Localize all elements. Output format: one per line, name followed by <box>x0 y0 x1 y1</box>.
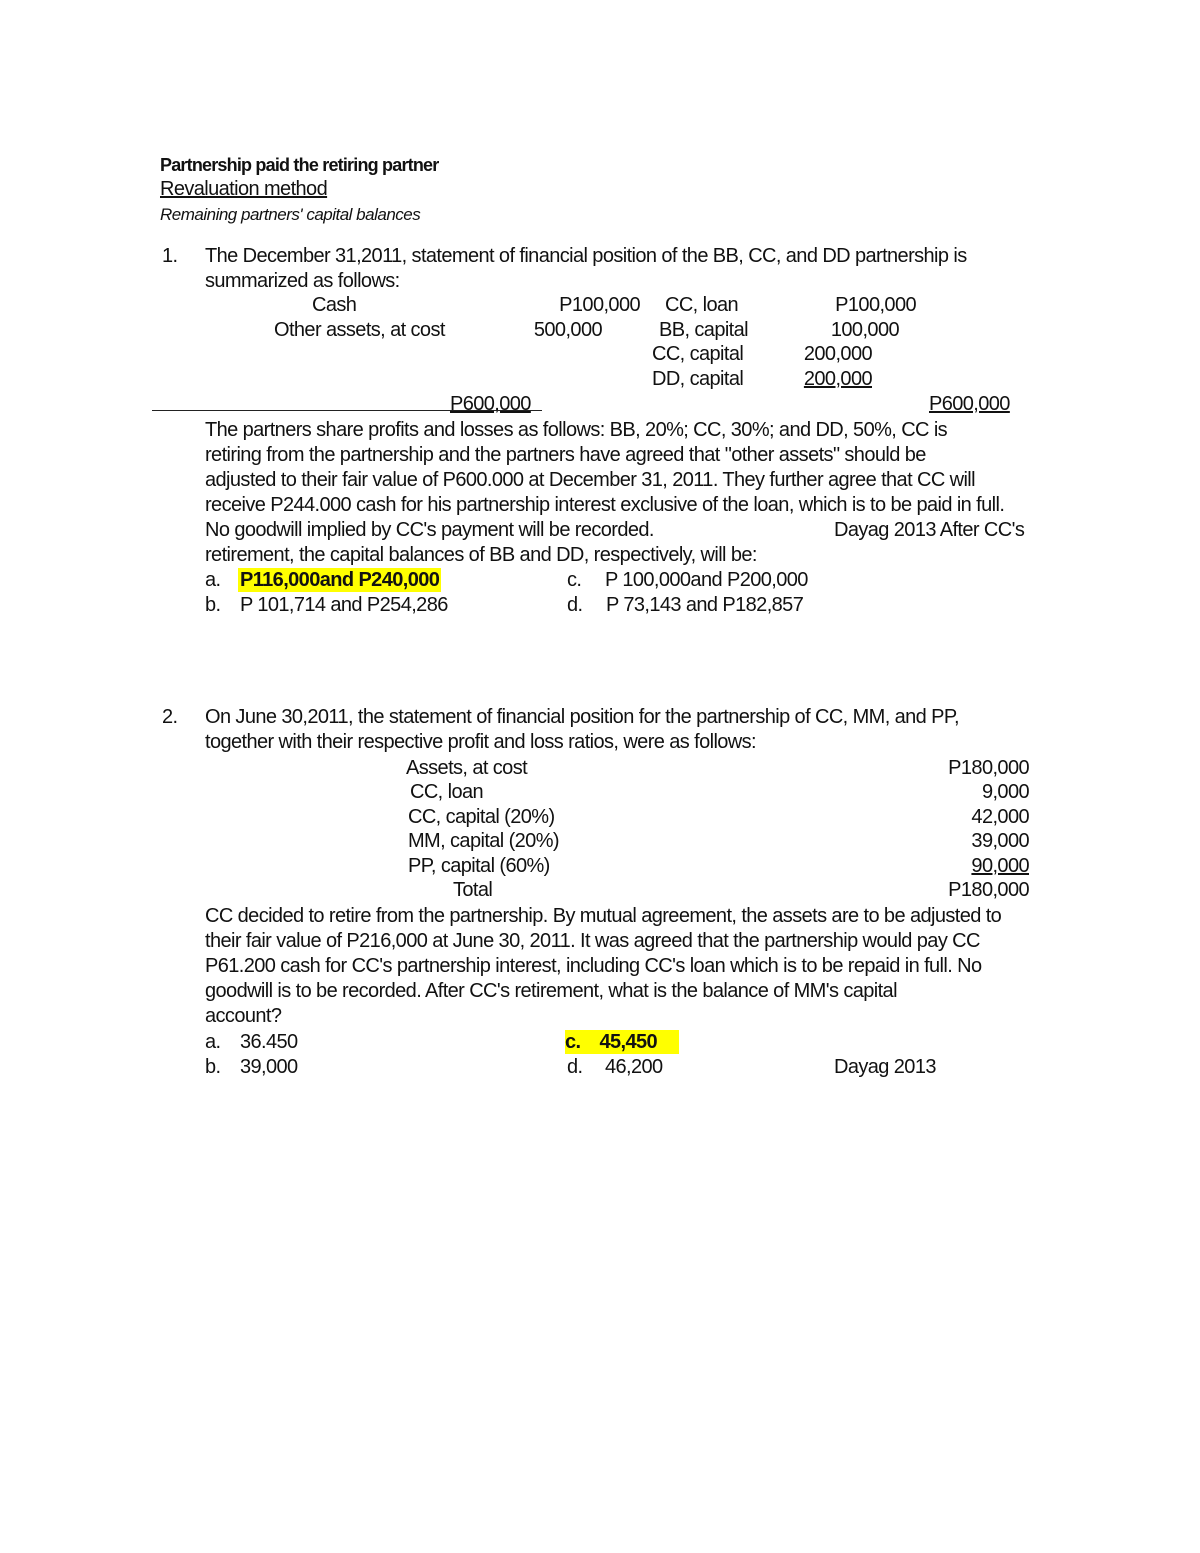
question-text: The December 31,2011, statement of financial position of the BB, CC, and DD partnership is <box>205 245 967 267</box>
option-d: 46,200 <box>605 1056 663 1078</box>
question-text: summarized as follows: <box>205 270 400 292</box>
source-citation: Dayag 2013 After CC's <box>834 519 1025 541</box>
question-number: 2. <box>162 706 178 728</box>
question-text: goodwill is to be recorded. After CC's retirement, what is the balance of MM's capital <box>205 980 897 1002</box>
question-text: together with their respective profit and loss ratios, were as follows: <box>205 731 757 753</box>
option-letter: c. <box>567 569 582 591</box>
balance-value: 39,000 <box>971 830 1029 852</box>
question-text: account? <box>205 1005 282 1027</box>
question-text: P61.200 cash for CC's partnership interest, including CC's loan which is to be repaid in full. No <box>205 955 982 977</box>
balance-value: 42,000 <box>971 806 1029 828</box>
question-text: CC decided to retire from the partnership. By mutual agreement, the assets are to be adjusted to <box>205 905 1002 927</box>
option-a: 36.450 <box>240 1031 298 1053</box>
balance-value <box>880 854 1029 878</box>
option-letter: a. <box>205 569 221 591</box>
balance-value: 500,000 <box>533 319 602 341</box>
balance-label: MM, capital (20%) <box>408 830 559 852</box>
option-letter: d. <box>567 1056 583 1078</box>
option-a-correct: P116,000and P240,000 <box>240 569 440 591</box>
total-right: P600,000 <box>929 393 1010 415</box>
balance-label: Total <box>453 879 493 901</box>
option-letter: c. <box>565 1031 581 1053</box>
balance-label: Other assets, at cost <box>274 319 445 341</box>
balance-label: BB, capital <box>659 319 749 341</box>
total-left: P600,000 <box>450 393 531 415</box>
question-text: retirement, the capital balances of BB and DD, respectively, will be: <box>205 544 757 566</box>
option-d: P 73,143 and P182,857 <box>606 594 804 616</box>
balance-label: PP, capital (60%) <box>408 855 550 877</box>
source-citation: Dayag 2013 <box>834 1056 936 1078</box>
option-b: 39,000 <box>240 1056 298 1078</box>
balance-label: DD, capital <box>652 368 744 390</box>
option-text: 45,450 <box>599 1031 658 1053</box>
balance-label: Assets, at cost <box>406 757 528 779</box>
balance-label: CC, capital (20%) <box>408 806 555 828</box>
balance-value: 100,000 <box>830 319 899 341</box>
option-letter: b. <box>205 1056 221 1078</box>
question-number: 1. <box>162 245 178 267</box>
balance-value: P100,000 <box>835 294 916 316</box>
balance-value: 9,000 <box>981 781 1029 803</box>
balance-value: P180,000 <box>948 757 1029 779</box>
question-text: The partners share profits and losses as follows: BB, 20%; CC, 30%; and DD, 50%, CC is <box>205 419 948 441</box>
question-text: On June 30,2011, the statement of financial position for the partnership of CC, MM, and PP, <box>205 706 960 728</box>
option-letter: b. <box>205 594 221 616</box>
option-letter: a. <box>205 1031 221 1053</box>
balance-value: P100,000 <box>559 294 640 316</box>
option-c: P 100,000and P200,000 <box>605 569 808 591</box>
balance-label: Cash <box>312 294 357 316</box>
method-heading: Revaluation method <box>160 178 328 200</box>
question-text: adjusted to their fair value of P600.000 at December 31, 2011. They further agree that CC will <box>205 469 975 491</box>
divider-line <box>152 410 542 411</box>
balance-label: CC, loan <box>410 781 484 803</box>
option-b: P 101,714 and P254,286 <box>240 594 448 616</box>
balance-value: 200,000 <box>803 343 872 365</box>
topic-heading: Remaining partners' capital balances <box>160 205 421 224</box>
section-title: Partnership paid the retiring partner <box>160 155 439 175</box>
question-text: receive P244.000 cash for his partnership interest exclusive of the loan, which is to be paid in full. <box>205 494 1005 516</box>
option-letter: d. <box>567 594 583 616</box>
balance-value-underlined: 90,000 <box>971 855 1029 877</box>
balance-label: CC, capital <box>652 343 744 365</box>
option-c-correct <box>565 1030 679 1054</box>
balance-value: P180,000 <box>948 879 1029 901</box>
balance-value: 200,000 <box>803 368 872 390</box>
balance-label: CC, loan <box>665 294 739 316</box>
question-text: their fair value of P216,000 at June 30, 2011. It was agreed that the partnership would pay CC <box>205 930 980 952</box>
question-text: No goodwill implied by CC's payment will be recorded. <box>205 519 654 541</box>
question-text: retiring from the partnership and the partners have agreed that "other assets" should be <box>205 444 926 466</box>
